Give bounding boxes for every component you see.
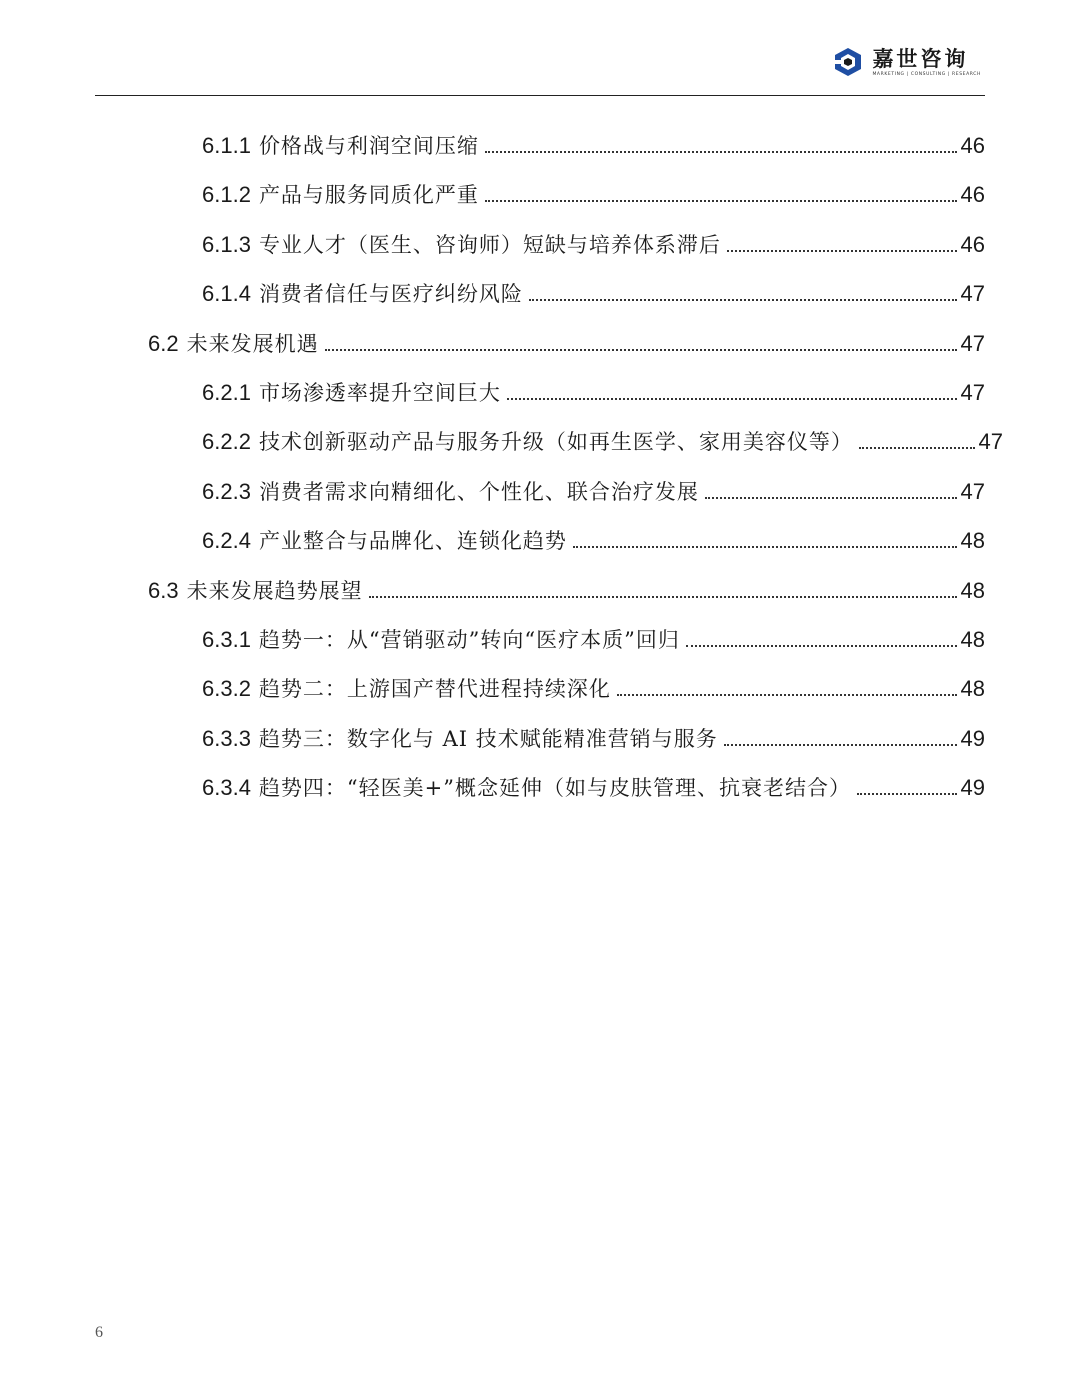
toc-entry-title: 市场渗透率提升空间巨大 [258,381,501,405]
toc-dot-leader [857,793,957,795]
toc-entry-page: 48 [960,578,985,603]
toc-entry[interactable] [202,673,985,703]
toc-dot-leader [859,447,975,449]
toc-entry-number: 6.3.4 [202,775,251,800]
toc-dot-leader [485,200,957,202]
toc-entry-page: 46 [960,182,985,207]
toc-entry-number: 6.1.2 [202,182,251,207]
toc-entry[interactable] [202,426,1003,456]
toc-dot-leader [369,596,957,598]
toc-entry-page: 48 [960,676,985,701]
toc-dot-leader [325,349,957,351]
toc-entry-number: 6.2.2 [202,429,251,454]
toc-entry-page: 47 [960,380,985,405]
toc-entry-page: 49 [960,775,985,800]
toc-entry-title: 趋势二：上游国产替代进程持续深化 [258,677,611,701]
header-divider [95,95,985,96]
toc-entry-page: 47 [960,479,985,504]
toc-entry-title: 消费者信任与医疗纠纷风险 [258,282,523,306]
toc-entry-number: 6.3.1 [202,627,251,652]
toc-entry[interactable] [202,772,985,802]
toc-entry-title: 产业整合与品牌化、连锁化趋势 [258,529,567,553]
company-logo [832,46,981,78]
toc-entry-title: 技术创新驱动产品与服务升级（如再生医学、家用美容仪等） [258,430,853,454]
toc-dot-leader [705,497,957,499]
toc-entry-page: 46 [960,133,985,158]
logo-mark-icon [832,46,864,78]
toc-entry-title: 趋势三：数字化与 AI 技术赋能精准营销与服务 [258,727,718,751]
toc-entry-number: 6.1.4 [202,281,251,306]
toc-entry-page: 46 [960,232,985,257]
toc-entry-page: 47 [960,331,985,356]
toc-entry-page: 47 [960,281,985,306]
toc-entry-title: 消费者需求向精细化、个性化、联合治疗发展 [258,480,699,504]
toc-entry-number: 6.2 [148,331,179,356]
toc-entry[interactable] [202,278,985,308]
toc-entry[interactable] [202,377,985,407]
toc-entry-number: 6.3.2 [202,676,251,701]
toc-entry-title: 未来发展趋势展望 [186,579,363,603]
toc-entry-number: 6.1.1 [202,133,251,158]
toc-dot-leader [724,744,957,746]
logo-text [872,47,981,78]
toc-entry-number: 6.2.3 [202,479,251,504]
toc-entry-page: 47 [978,429,1003,454]
logo-name: 嘉世咨询 [872,46,969,71]
toc-entry-number: 6.3 [148,578,179,603]
toc-entry[interactable] [148,575,985,605]
toc-entry-page: 48 [960,528,985,553]
toc-dot-leader [507,398,957,400]
page-number: 6 [95,1324,103,1341]
toc-dot-leader [485,151,957,153]
toc-entry[interactable] [202,229,985,259]
toc-dot-leader [617,694,957,696]
toc-dot-leader [727,250,957,252]
toc-dot-leader [686,645,957,647]
toc-entry[interactable] [202,525,985,555]
toc-entry-number: 6.2.1 [202,380,251,405]
logo-tagline: MARKETING | CONSULTING | RESEARCH [872,71,981,77]
page-header [95,40,985,96]
toc-entry-title: 价格战与利润空间压缩 [258,134,479,158]
toc-entry-number: 6.1.3 [202,232,251,257]
toc-entry[interactable] [202,179,985,209]
toc-entry-page: 49 [960,726,985,751]
toc-entry-number: 6.2.4 [202,528,251,553]
toc-entry-page: 48 [960,627,985,652]
toc-dot-leader [529,299,957,301]
toc-entry-title: 趋势一：从“营销驱动”转向“医疗本质”回归 [258,628,680,652]
toc-entry-title: 产品与服务同质化严重 [258,183,479,207]
toc-entry[interactable] [202,624,985,654]
toc-entry[interactable] [202,723,985,753]
toc-entry-title: 专业人才（医生、咨询师）短缺与培养体系滞后 [258,233,721,257]
toc-entry-title: 未来发展机遇 [186,332,319,356]
toc-entry-number: 6.3.3 [202,726,251,751]
toc-dot-leader [573,546,957,548]
toc-entry[interactable] [148,328,985,358]
toc-entry[interactable] [202,130,985,160]
toc-entry-title: 趋势四：“轻医美+”概念延伸（如与皮肤管理、抗衰老结合） [258,776,852,800]
toc-entry[interactable] [202,476,985,506]
